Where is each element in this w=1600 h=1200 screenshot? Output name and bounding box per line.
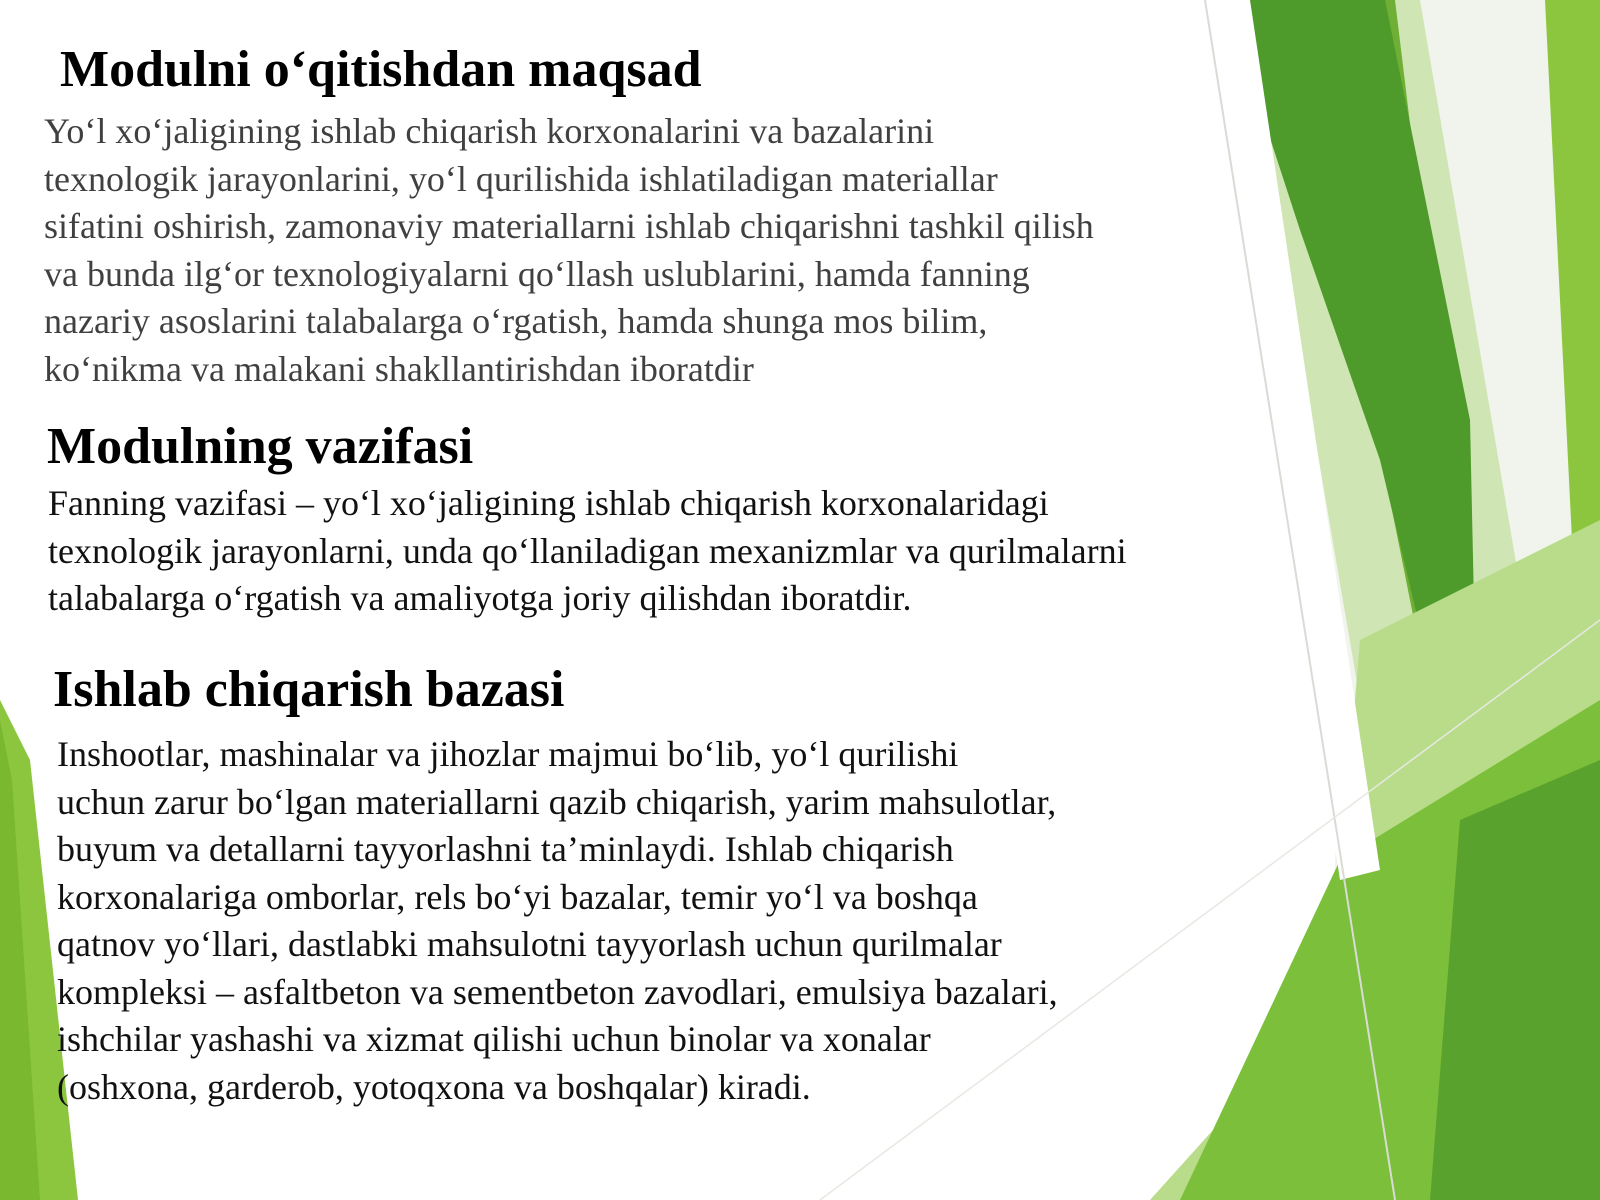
section-heading-purpose: Modulni o‘qitishdan maqsad [60, 41, 702, 98]
section-text-production-base: Inshootlar, mashinalar va jihozlar majmui bo‘lib, yo‘l qurilishi uchun zarur bo‘lgan materiallarni qazib chiqarish, yarim mahsulotlar, buyum va detallarni tayyorlashni ta’minlaydi. Ishlab chiqarish korxonalariga omborlar, rels bo‘yi bazalar, temir yo‘l va boshqa qatnov yo‘llari, dastlabki mahsulotni tayyorlash uchun qurilmalar kompleksi – asfaltbeton va sementbeton zavodlari, emulsiya bazalari, ishchilar yashashi va xizmat qilishi uchun binolar va xonalar (oshxona, garderob, yotoqxona va boshqalar) kiradi. [57, 734, 1058, 1107]
section-text-purpose: Yo‘l xo‘jaligining ishlab chiqarish korxonalarini va bazalarini texnologik jarayonlarini, yo‘l qurilishida ishlatiladigan materiallar sifatini oshirish, zamonaviy materiallarni ishlab chiqarishni tashkil qilish va bunda ilg‘or texnologiyalarni qo‘llash uslublarini, hamda fanning nazariy asoslarini talabalarga o‘rgatish, hamda shunga mos bilim, ko‘nikma va malakani shakllantirishdan iboratdir [44, 111, 1094, 389]
section-heading-production-base: Ishlab chiqarish bazasi [53, 661, 565, 718]
section-text-tasks: Fanning vazifasi – yo‘l xo‘jaligining ishlab chiqarish korxonalaridagi texnologik jarayonlarni, unda qo‘llaniladigan mexanizmlar va qurilmalarni talabalarga o‘rgatish va amaliyotga joriy qilishdan iboratdir. [48, 483, 1127, 618]
section-heading-tasks: Modulning vazifasi [47, 418, 474, 475]
